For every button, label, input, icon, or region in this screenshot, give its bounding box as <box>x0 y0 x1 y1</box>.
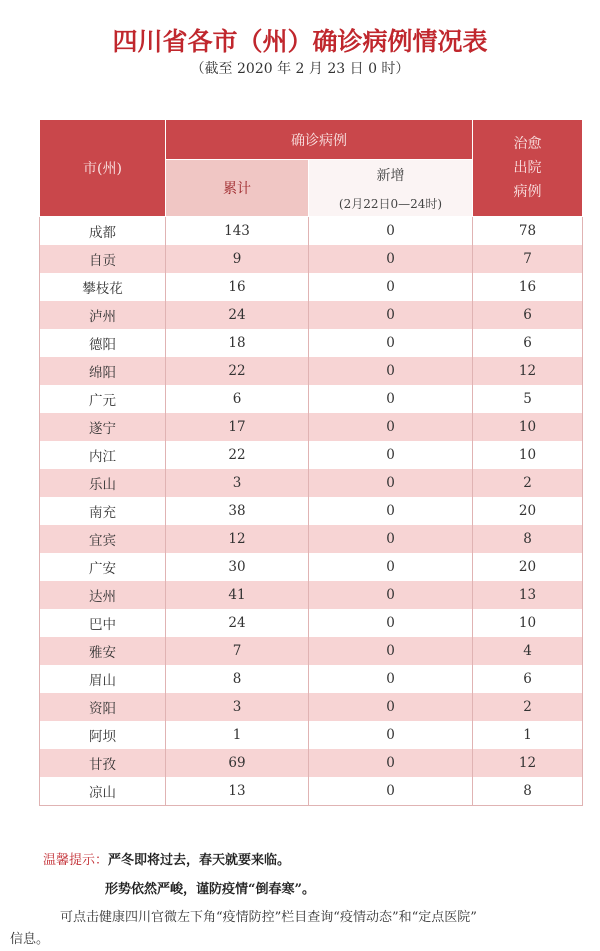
cell-city: 德阳 <box>40 329 166 357</box>
cell-total: 18 <box>166 329 309 357</box>
cell-total: 17 <box>166 413 309 441</box>
cell-city: 攀枝花 <box>40 273 166 301</box>
cell-new: 0 <box>309 665 473 693</box>
cell-new: 0 <box>309 329 473 357</box>
cell-recovered: 6 <box>473 301 583 329</box>
cell-new: 0 <box>309 581 473 609</box>
table-row <box>40 441 583 469</box>
cell-recovered: 5 <box>473 385 583 413</box>
tip-label: 温馨提示： <box>43 853 109 868</box>
table-row <box>40 693 583 721</box>
cell-city: 巴中 <box>40 609 166 637</box>
cell-city: 遂宁 <box>40 413 166 441</box>
table-row <box>40 581 583 609</box>
cell-recovered: 10 <box>473 441 583 469</box>
cell-recovered: 13 <box>473 581 583 609</box>
cell-total: 6 <box>166 385 309 413</box>
cell-new: 0 <box>309 525 473 553</box>
table-row <box>40 777 583 806</box>
cell-recovered: 10 <box>473 609 583 637</box>
cell-total: 24 <box>166 301 309 329</box>
cell-total: 24 <box>166 609 309 637</box>
cell-city: 广安 <box>40 553 166 581</box>
table-row <box>40 413 583 441</box>
cell-city: 资阳 <box>40 693 166 721</box>
cell-total: 7 <box>166 637 309 665</box>
cell-recovered: 4 <box>473 637 583 665</box>
cell-recovered: 78 <box>473 217 583 246</box>
cell-new: 0 <box>309 553 473 581</box>
table-row <box>40 637 583 665</box>
table-row <box>40 245 583 273</box>
cell-city: 雅安 <box>40 637 166 665</box>
cell-recovered: 20 <box>473 497 583 525</box>
cell-city: 甘孜 <box>40 749 166 777</box>
cell-city: 眉山 <box>40 665 166 693</box>
cell-new: 0 <box>309 721 473 749</box>
cell-new: 0 <box>309 385 473 413</box>
cell-city: 阿坝 <box>40 721 166 749</box>
cell-recovered: 2 <box>473 693 583 721</box>
cell-new: 0 <box>309 357 473 385</box>
cell-recovered: 10 <box>473 413 583 441</box>
cell-city: 乐山 <box>40 469 166 497</box>
tip-line-2: 形势依然严峻，谨防疫情“倒春寒”。 <box>105 882 315 897</box>
tip-text-1: 严冬即将过去，春天就要来临。 <box>108 853 291 868</box>
cell-recovered: 1 <box>473 721 583 749</box>
info-line-1[interactable]: 可点击健康四川官微左下角“疫情防控”栏目查询“疫情动态”和“定点医院” <box>60 910 477 925</box>
cell-total: 3 <box>166 693 309 721</box>
cell-new: 0 <box>309 413 473 441</box>
cell-recovered: 8 <box>473 525 583 553</box>
header-recovered-line2: 出院 <box>513 160 542 176</box>
cell-recovered: 6 <box>473 329 583 357</box>
cell-new: 0 <box>309 273 473 301</box>
table-row <box>40 273 583 301</box>
cell-city: 凉山 <box>40 777 166 806</box>
table-row <box>40 357 583 385</box>
cell-total: 13 <box>166 777 309 806</box>
cell-new: 0 <box>309 301 473 329</box>
cell-total: 30 <box>166 553 309 581</box>
cell-city: 内江 <box>40 441 166 469</box>
cell-new: 0 <box>309 637 473 665</box>
cell-city: 宜宾 <box>40 525 166 553</box>
cell-new: 0 <box>309 245 473 273</box>
cell-total: 69 <box>166 749 309 777</box>
table-row <box>40 385 583 413</box>
cell-city: 泸州 <box>40 301 166 329</box>
cell-new: 0 <box>309 441 473 469</box>
cell-recovered: 2 <box>473 469 583 497</box>
table-row <box>40 721 583 749</box>
cell-recovered: 6 <box>473 665 583 693</box>
cases-table <box>39 119 583 806</box>
table-row <box>40 749 583 777</box>
cell-city: 达州 <box>40 581 166 609</box>
cell-recovered: 8 <box>473 777 583 806</box>
table-row <box>40 497 583 525</box>
table-row <box>40 525 583 553</box>
header-recovered <box>473 120 583 217</box>
cell-recovered: 12 <box>473 357 583 385</box>
cell-city: 南充 <box>40 497 166 525</box>
header-recovered-line3: 病例 <box>513 184 542 200</box>
cell-total: 22 <box>166 441 309 469</box>
cell-new: 0 <box>309 497 473 525</box>
cell-total: 8 <box>166 665 309 693</box>
header-new <box>309 160 473 217</box>
table-row <box>40 329 583 357</box>
cell-total: 3 <box>166 469 309 497</box>
header-recovered-line1: 治愈 <box>513 136 542 152</box>
cell-total: 16 <box>166 273 309 301</box>
header-new-range: (2月22日0—24时) <box>338 196 443 211</box>
cell-recovered: 16 <box>473 273 583 301</box>
cell-total: 12 <box>166 525 309 553</box>
header-confirmed-group: 确诊病例 <box>166 120 473 160</box>
cell-recovered: 7 <box>473 245 583 273</box>
tip-line-1 <box>43 849 290 868</box>
table-row <box>40 301 583 329</box>
cell-new: 0 <box>309 777 473 806</box>
cell-new: 0 <box>309 693 473 721</box>
page-subtitle: （截至 2020 年 2 月 23 日 0 时） <box>190 61 410 77</box>
table-row <box>40 665 583 693</box>
table-row <box>40 217 583 246</box>
cell-city: 自贡 <box>40 245 166 273</box>
page-title: 四川省各市（州）确诊病例情况表 <box>112 27 488 56</box>
cell-city: 成都 <box>40 217 166 246</box>
cell-total: 22 <box>166 357 309 385</box>
header-cumulative: 累计 <box>166 160 309 217</box>
table-row <box>40 553 583 581</box>
cell-new: 0 <box>309 469 473 497</box>
table-row <box>40 609 583 637</box>
cell-recovered: 20 <box>473 553 583 581</box>
cell-total: 9 <box>166 245 309 273</box>
cell-total: 143 <box>166 217 309 246</box>
cell-recovered: 12 <box>473 749 583 777</box>
cell-total: 41 <box>166 581 309 609</box>
cell-new: 0 <box>309 217 473 246</box>
table-row <box>40 469 583 497</box>
info-line-2: 信息。 <box>10 932 50 947</box>
header-city: 市(州) <box>40 120 166 217</box>
cell-city: 广元 <box>40 385 166 413</box>
cell-new: 0 <box>309 749 473 777</box>
cell-city: 绵阳 <box>40 357 166 385</box>
cell-total: 1 <box>166 721 309 749</box>
cell-new: 0 <box>309 609 473 637</box>
cell-total: 38 <box>166 497 309 525</box>
header-new-label: 新增 <box>376 167 405 184</box>
